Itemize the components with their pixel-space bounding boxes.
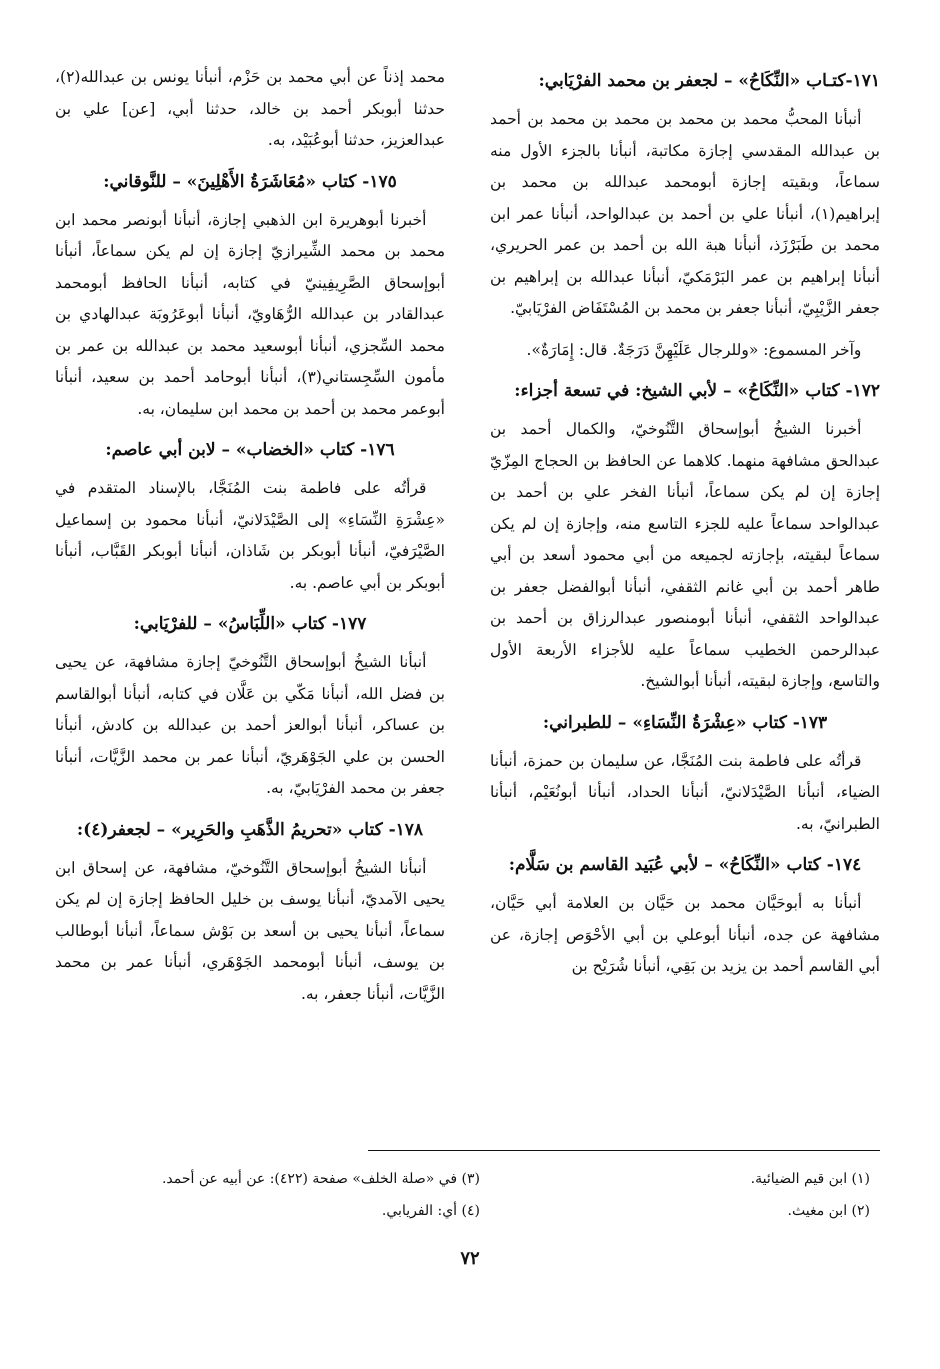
footnote-4: (٤) أي: الفريابي. <box>381 1203 480 1219</box>
section-176-heading: ١٧٦- كتاب «الخضاب» – لابن أبي عاصم: <box>105 440 395 460</box>
left-column <box>55 62 445 1020</box>
footnotes-right <box>510 1163 870 1227</box>
section-173-paragraph: قرأتُه على فاطمة بنت المُنَجَّا، عن سليمان بن حمزة، أنبأنا الضياء، أنبأنا الصَّيْدَلانيّ، أنبأنا الحداد، أنبأنا أبونُعَيْم، أنبأنا الطبرانيّ، به. <box>490 751 880 833</box>
section-178-paragraph: أنبأنا الشيخُ أبوإسحاق التَّنُوخيّ، مشافهة، عن إسحاق ابن يحيى الآمديّ، أنبأنا يوسف بن خليل الحافظ إجازة إن لم يكن سماعاً، أنبأنا يحيى بن أسعد بن بَوْش سماعاً، أنبأنا أبوطالب بن يوسف، أنبأنا أبومحمد الجَوْهَري، أنبأنا عمر بن محمد الزَّيَّات، أنبأنا جعفر، به. <box>55 858 445 1003</box>
section-171-last-heard: وآخر المسموع: «وللرجال عَلَيْهِنَّ دَرَجَةٌ. قال: إِمَارَةٌ». <box>526 340 862 359</box>
section-174-paragraph: أنبأنا به أبوحَيَّان محمد بن حَيَّان بن العلامة أبي حَيَّان، مشافهة عن جده، أنبأنا أبوعلي بن أبي الأحْوَص إجازة، عن أبي القاسم أحمد بن يزيد بن بَقِي، أنبأنا شُرَيْح بن <box>490 894 880 975</box>
section-174-continuation: محمد إذناً عن أبي محمد بن حَزْم، أنبأنا يونس بن عبدالله(٢)، حدثنا أبوبكر أحمد بن خالد، حدثنا أبي، [عن] علي بن عبدالعزيز، حدثنا أبوعُبَيْد، به. <box>55 68 445 149</box>
section-171-paragraph: أنبأنا المحبُّ محمد بن محمد بن محمد بن محمد بن أحمد بن عبدالله المقدسي إجازة مكاتبة، أنبأنا بالجزء الأول منه سماعاً، وبقيته إجازة أبومحمد عبدالله بن محمد بن إبراهيم(١)، أنبأنا علي بن أحمد بن عبدالواحد، أنبأنا عمر ابن محمد بن طَبَرْزَذ، أنبأنا هبة الله بن أحمد بن عمر الحريري، أنبأنا إبراهيم بن عمر البَرْمَكيّ، أنبأنا عبدالله بن إبراهيم بن جعفر الزَّيْبِيّ، أنبأنا جعفر بن محمد بن المُسْتَفَاض الفرْيَابيّ. <box>490 110 880 317</box>
right-column <box>490 62 880 993</box>
section-175-heading: ١٧٥- كتاب «مُعَاشَرَةُ الأَهْلِينَ» – للنَّوقاني: <box>103 171 397 192</box>
section-178-heading: ١٧٨- كتاب «تحريمُ الذَّهَبِ والحَرِير» – لجعفر(٤): <box>76 819 424 840</box>
footnote-divider <box>368 1150 880 1151</box>
section-177-paragraph: أنبأنا الشيخُ أبوإسحاق التَّنُوخيّ إجازة مشافهة، عن يحيى بن فضل الله، أنبأنا مَكّي بن عَلَّان في كتابه، أنبأنا أبوالقاسم بن عساكر، أنبأنا أبوالعز أحمد بن عبدالله بن كادش، أنبأنا الحسن بن علي الجَوْهَريّ، أنبأنا عمر بن محمد الزَّيَّات، أنبأنا جعفر بن محمد الفرْيَابيّ، به. <box>55 653 445 797</box>
footnote-3: (٣) في «صلة الخلف» صفحة (٤٢٢): عن أبيه عن أحمد. <box>161 1171 480 1187</box>
section-172-paragraph: أخبرنا الشيخُ أبوإسحاق التَّنُوخيّ، والكمال أحمد بن عبدالحق مشافهة منهما. كلاهما عن الحافظ بن الحجاج المِزّيّ إجازة إن لم يكن سماعاً، أنبأنا الفخر علي بن أحمد بن عبدالواحد سماعاً عليه للجزء التاسع منه، وإجازة إن لم يكن سماعاً لبقيته، بإجازته لجميعه من أبي محمود أسعد بن أبي طاهر أحمد بن أبي غانم الثقفي، أنبأنا أبوالفضل جعفر بن عبدالواحد الثقفي، أنبأنا أبومنصور عبدالرزاق بن أحمد بن عبدالرحمن الخطيب سماعاً عليه للأجزاء الأربعة الأول والتاسع، وإجازة لبقيته، أنبأنا أبوالشيخ. <box>490 420 880 690</box>
footnote-2: (٢) ابن مغيث. <box>787 1203 870 1219</box>
footnotes-left <box>100 1163 480 1227</box>
section-175-paragraph: أخبرنا أبوهريرة ابن الذهبي إجازة، أنبأنا أبونصر محمد ابن محمد بن محمد الشِّيرازيّ إجازة إن لم يكن سماعاً، أنبأنا أبوإسحاق الصَّرِيفِينيّ في كتابه، أنبأنا الحافظ أبومحمد عبدالقادر بن عبدالله الرُّهَاويّ، أنبأنا أبوعَرُوبَة عبدالهادي بن محمد السِّجزي، أنبأنا أبوسعيد محمد بن عبدالله بن عمر بن مأمون السِّجِستاني(٣)، أنبأنا أبوحامد أحمد بن سعيد، أنبأنا أبوعمر محمد بن أحمد بن محمد ابن سليمان، به. <box>55 210 445 418</box>
section-174-heading: ١٧٤- كتاب «النِّكَاحُ» – لأبي عُبَيد القاسم بن سَلَّام: <box>508 855 862 875</box>
section-173-heading: ١٧٣- كتاب «عِشْرَةُ النِّسَاءِ» – للطبراني: <box>542 712 828 733</box>
section-171-heading: ١٧١-كتـاب «النِّكَاحُ» – لجعفر بن محمد الفرْيَابي: <box>538 71 880 91</box>
page-number: ٧٢ <box>460 1248 480 1269</box>
section-176-paragraph: قرأتُه على فاطمة بنت المُنَجَّا، بالإسناد المتقدم في «عِشْرَةِ النِّسَاءِ» إلى الصَّيْدَلانيّ، أنبأنا محمود بن إسماعيل الصَّيْرَفيّ، أنبأنا أبوبكر بن شَاذان، أنبأنا أبوبكر القَبَّاب، أنبأنا أبوبكر بن أبي عاصم. به. <box>55 479 445 592</box>
footnote-1: (١) ابن قيم الضيائية. <box>750 1171 870 1187</box>
section-172-heading: ١٧٢- كتاب «النِّكَاحُ» – لأبي الشيخ: في تسعة أجزاء: <box>514 381 880 401</box>
section-177-heading: ١٧٧- كتاب «اللِّبَاسُ» – للفرْيَابي: <box>133 614 367 634</box>
